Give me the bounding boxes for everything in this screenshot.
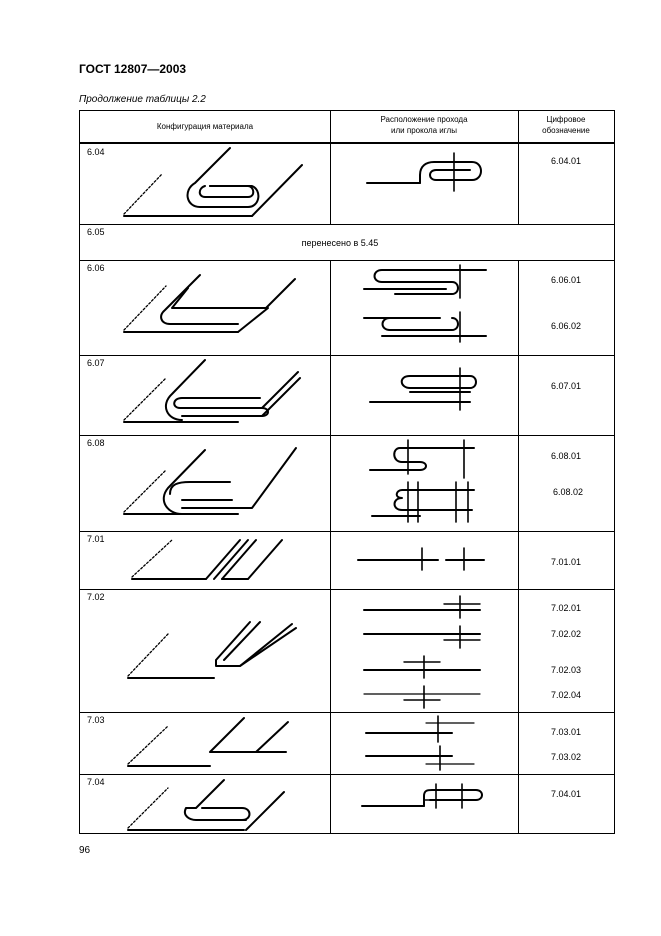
material-configuration-6-08	[124, 448, 296, 514]
code-cell: 6.06.01	[550, 275, 582, 285]
code-cell: 7.03.01	[550, 727, 582, 737]
needle-diagram-6-07-01	[370, 368, 476, 410]
table-grid	[79, 110, 615, 834]
code-cell: 7.02.01	[550, 603, 582, 613]
needle-diagram-7-01-01	[358, 548, 484, 570]
code-cell: 7.02.03	[550, 665, 582, 675]
needle-diagram-7-02-04	[364, 686, 480, 708]
code-cell: 6.07.01	[550, 381, 582, 391]
material-configuration-7-01	[132, 540, 282, 579]
row-number: 6.05	[87, 227, 105, 237]
code-cell: 6.06.02	[550, 321, 582, 331]
code-cell: 7.02.02	[550, 629, 582, 639]
material-configuration-7-04	[128, 780, 284, 830]
needle-diagram-7-02-01	[364, 596, 480, 618]
table-caption: Продолжение таблицы 2.2	[79, 94, 206, 105]
page-number: 96	[79, 845, 91, 856]
needle-diagram-6-04-01	[367, 153, 481, 191]
code-cell: 7.04.01	[550, 789, 582, 799]
code-cell: 6.04.01	[550, 156, 582, 166]
header-material-configuration: Конфигурация материала	[156, 122, 254, 131]
material-configuration-6-04	[124, 148, 302, 216]
needle-diagram-6-06-01	[364, 265, 486, 298]
code-cell: 7.01.01	[550, 557, 582, 567]
needle-diagram-6-08-02	[372, 482, 474, 522]
needle-diagram-7-02-03	[364, 656, 480, 678]
header-code-1: Цифровое	[546, 115, 586, 124]
row-number: 7.02	[87, 592, 105, 602]
material-configuration-7-03	[128, 718, 288, 766]
header-code-2: обозначение	[542, 126, 590, 135]
material-configuration-7-02	[128, 622, 296, 678]
document-title: ГОСТ 12807—2003	[79, 62, 187, 76]
material-configuration-6-07	[124, 360, 300, 422]
row-number: 6.04	[87, 147, 105, 157]
code-cell: 6.08.01	[550, 451, 582, 461]
header-needle-position-2: или прокола иглы	[391, 126, 457, 135]
needle-diagram-7-03-01	[366, 716, 474, 742]
row-number: 6.08	[87, 438, 105, 448]
code-cell: 7.02.04	[550, 690, 582, 700]
moved-note: перенесено в 5.45	[301, 238, 379, 248]
needle-diagram-7-02-02	[364, 626, 480, 648]
needle-diagram-6-08-01	[370, 440, 474, 478]
row-number: 7.01	[87, 534, 105, 544]
row-number: 7.03	[87, 715, 105, 725]
needle-diagram-7-04-01	[362, 784, 482, 808]
row-number: 6.06	[87, 263, 105, 273]
row-number: 6.07	[87, 358, 105, 368]
needle-diagram-6-06-02	[364, 312, 486, 342]
material-configuration-6-06	[124, 275, 295, 332]
header-needle-position-1: Расположение прохода	[380, 115, 468, 124]
row-number: 7.04	[87, 777, 105, 787]
needle-diagram-7-03-02	[366, 746, 474, 770]
code-cell: 6.08.02	[552, 487, 584, 497]
code-cell: 7.03.02	[550, 752, 582, 762]
